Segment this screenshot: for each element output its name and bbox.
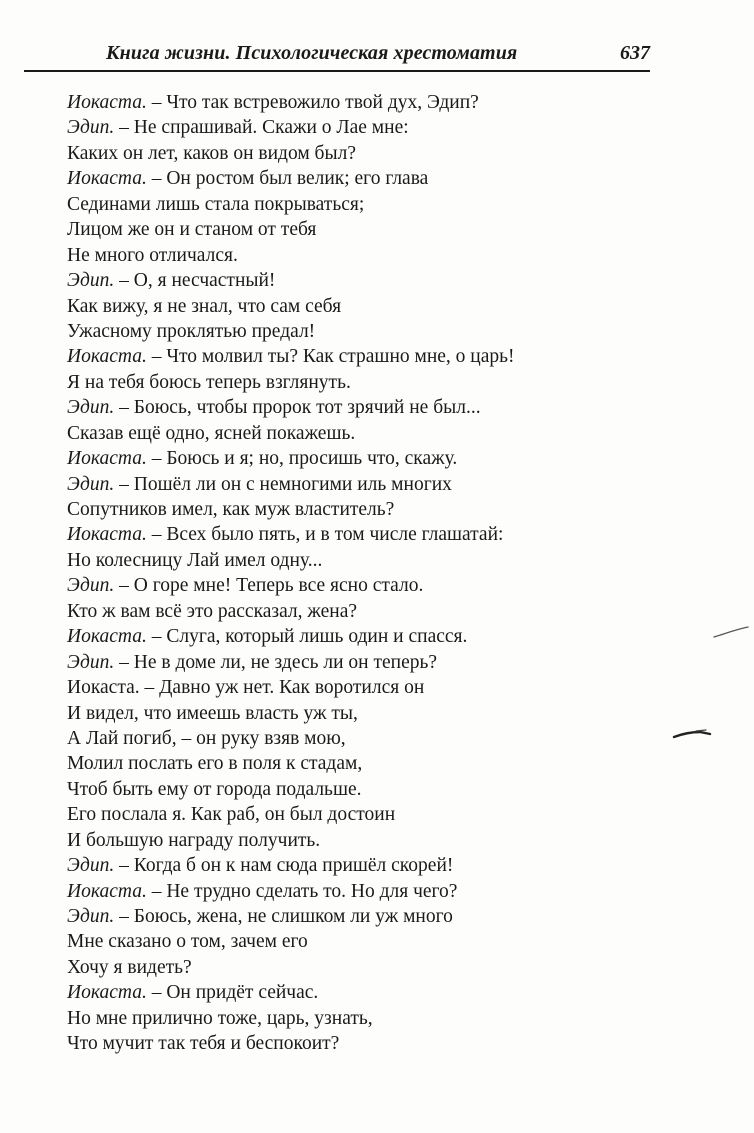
header-rule [24, 70, 650, 72]
line-text: – Боюсь, чтобы пророк тот зрячий не был... [114, 397, 481, 419]
dialogue-line [67, 446, 627, 471]
line-text: Не много отличался. [67, 244, 238, 266]
running-title: Книга жизни. Психологическая хрестоматия [106, 42, 518, 64]
dialogue-line [67, 904, 627, 929]
speaker-name: Иокаста. [67, 448, 147, 470]
line-text: – Он придёт сейчас. [146, 982, 319, 1004]
line-text: – Когда б он к нам сюда пришёл скорей! [114, 855, 454, 877]
dialogue-line [67, 675, 627, 700]
line-text: И большую награду получить. [67, 829, 321, 851]
speaker-name: Иокаста. [67, 346, 147, 368]
dialogue-line [67, 497, 627, 522]
line-text: Сказав ещё одно, ясней покажешь. [67, 422, 356, 444]
line-text: – Всех было пять, и в том числе глашатай: [146, 524, 504, 546]
dialogue-line [67, 1006, 627, 1031]
dialogue-line [67, 90, 627, 115]
dialogue-line [67, 624, 627, 649]
speaker-name: Иокаста. [67, 880, 147, 902]
dialogue-line [67, 650, 627, 675]
line-text: – Слуга, который лишь один и спасся. [146, 626, 468, 648]
dialogue-line [67, 115, 627, 140]
line-text: Чтоб быть ему от города подальше. [67, 778, 362, 800]
dialogue-line [67, 344, 627, 369]
line-text: – Не трудно сделать то. Но для чего? [146, 880, 458, 902]
dialogue-line [67, 522, 627, 547]
dialogue-line [67, 1031, 627, 1056]
line-text: – Что молвил ты? Как страшно мне, о царь! [146, 346, 515, 368]
speaker-name: Эдип. [67, 117, 115, 139]
dialogue-line [67, 751, 627, 776]
line-text: Сединами лишь стала покрываться; [67, 193, 365, 215]
line-text: Его послала я. Как раб, он был достоин [67, 804, 396, 826]
dialogue-line [67, 853, 627, 878]
line-text: Что мучит так тебя и беспокоит? [67, 1033, 340, 1055]
line-text: – Пошёл ли он с немногими иль многих [114, 473, 452, 495]
line-text: Кто ж вам всё это рассказал, жена? [67, 600, 358, 622]
speaker-name: Эдип. [67, 270, 115, 292]
speaker-name: Эдип. [67, 473, 115, 495]
dialogue-line [67, 980, 627, 1005]
dialogue-line [67, 421, 627, 446]
line-text: И видел, что имеешь власть уж ты, [67, 702, 358, 724]
dialogue-line [67, 929, 627, 954]
dialogue-line [67, 395, 627, 420]
running-header [24, 38, 650, 72]
line-text: – Боюсь и я; но, просишь что, скажу. [146, 448, 458, 470]
scan-mark-upper [712, 624, 752, 640]
dialogue-text [67, 90, 627, 1057]
line-text: – Не в доме ли, не здесь ли он теперь? [114, 651, 438, 673]
speaker-name: Эдип. [67, 575, 115, 597]
speaker-name: Эдип. [67, 651, 115, 673]
line-text: Ужасному проклятью предал! [67, 320, 316, 342]
dialogue-line [67, 548, 627, 573]
dialogue-line [67, 192, 627, 217]
line-text: Хочу я видеть? [67, 956, 192, 978]
speaker-name: Эдип. [67, 397, 115, 419]
speaker-name: Иокаста. [67, 524, 147, 546]
speaker-name: Иокаста. [67, 982, 147, 1004]
line-text: Но колесницу Лай имел одну... [67, 549, 323, 571]
page-number: 637 [620, 42, 650, 64]
dialogue-line [67, 217, 627, 242]
dialogue-line [67, 141, 627, 166]
line-text: Каких он лет, каков он видом был? [67, 142, 356, 164]
line-text: – Не спрашивай. Скажи о Лае мне: [114, 117, 409, 139]
line-text: Молил послать его в поля к стадам, [67, 753, 363, 775]
line-text: – О, я несчастный! [114, 270, 276, 292]
dialogue-line [67, 726, 627, 751]
dialogue-line [67, 370, 627, 395]
speaker-name: Эдип. [67, 906, 115, 927]
line-text: Мне сказано о том, зачем его [67, 931, 308, 953]
speaker-name: Эдип. [67, 855, 115, 877]
dialogue-line [67, 319, 627, 344]
speaker-name: Иокаста. [67, 626, 147, 648]
line-text: Иокаста. – Давно уж нет. Как воротился он [67, 677, 425, 699]
speaker-name: Иокаста. [67, 92, 147, 113]
dialogue-line [67, 243, 627, 268]
scan-mark-lower [672, 726, 714, 742]
dialogue-line [67, 802, 627, 827]
dialogue-line [67, 573, 627, 598]
line-text: – Боюсь, жена, не слишком ли уж много [114, 906, 453, 927]
dialogue-line [67, 268, 627, 293]
dialogue-line [67, 828, 627, 853]
dialogue-line [67, 701, 627, 726]
dialogue-line [67, 599, 627, 624]
speaker-name: Иокаста. [67, 168, 147, 190]
dialogue-line [67, 879, 627, 904]
line-text: – Он ростом был велик; его глава [146, 168, 429, 190]
line-text: Лицом же он и станом от тебя [67, 219, 317, 241]
dialogue-line [67, 294, 627, 319]
line-text: Но мне прилично тоже, царь, узнать, [67, 1007, 373, 1029]
dialogue-line [67, 166, 627, 191]
dialogue-line [67, 472, 627, 497]
line-text: – Что так встревожило твой дух, Эдип? [146, 92, 479, 113]
line-text: А Лай погиб, – он руку взяв мою, [67, 727, 346, 749]
line-text: Я на тебя боюсь теперь взглянуть. [67, 371, 351, 393]
dialogue-line [67, 955, 627, 980]
dialogue-line [67, 777, 627, 802]
line-text: Как вижу, я не знал, что сам себя [67, 295, 342, 317]
line-text: – О горе мне! Теперь все ясно стало. [114, 575, 424, 597]
line-text: Сопутников имел, как муж властитель? [67, 499, 395, 520]
